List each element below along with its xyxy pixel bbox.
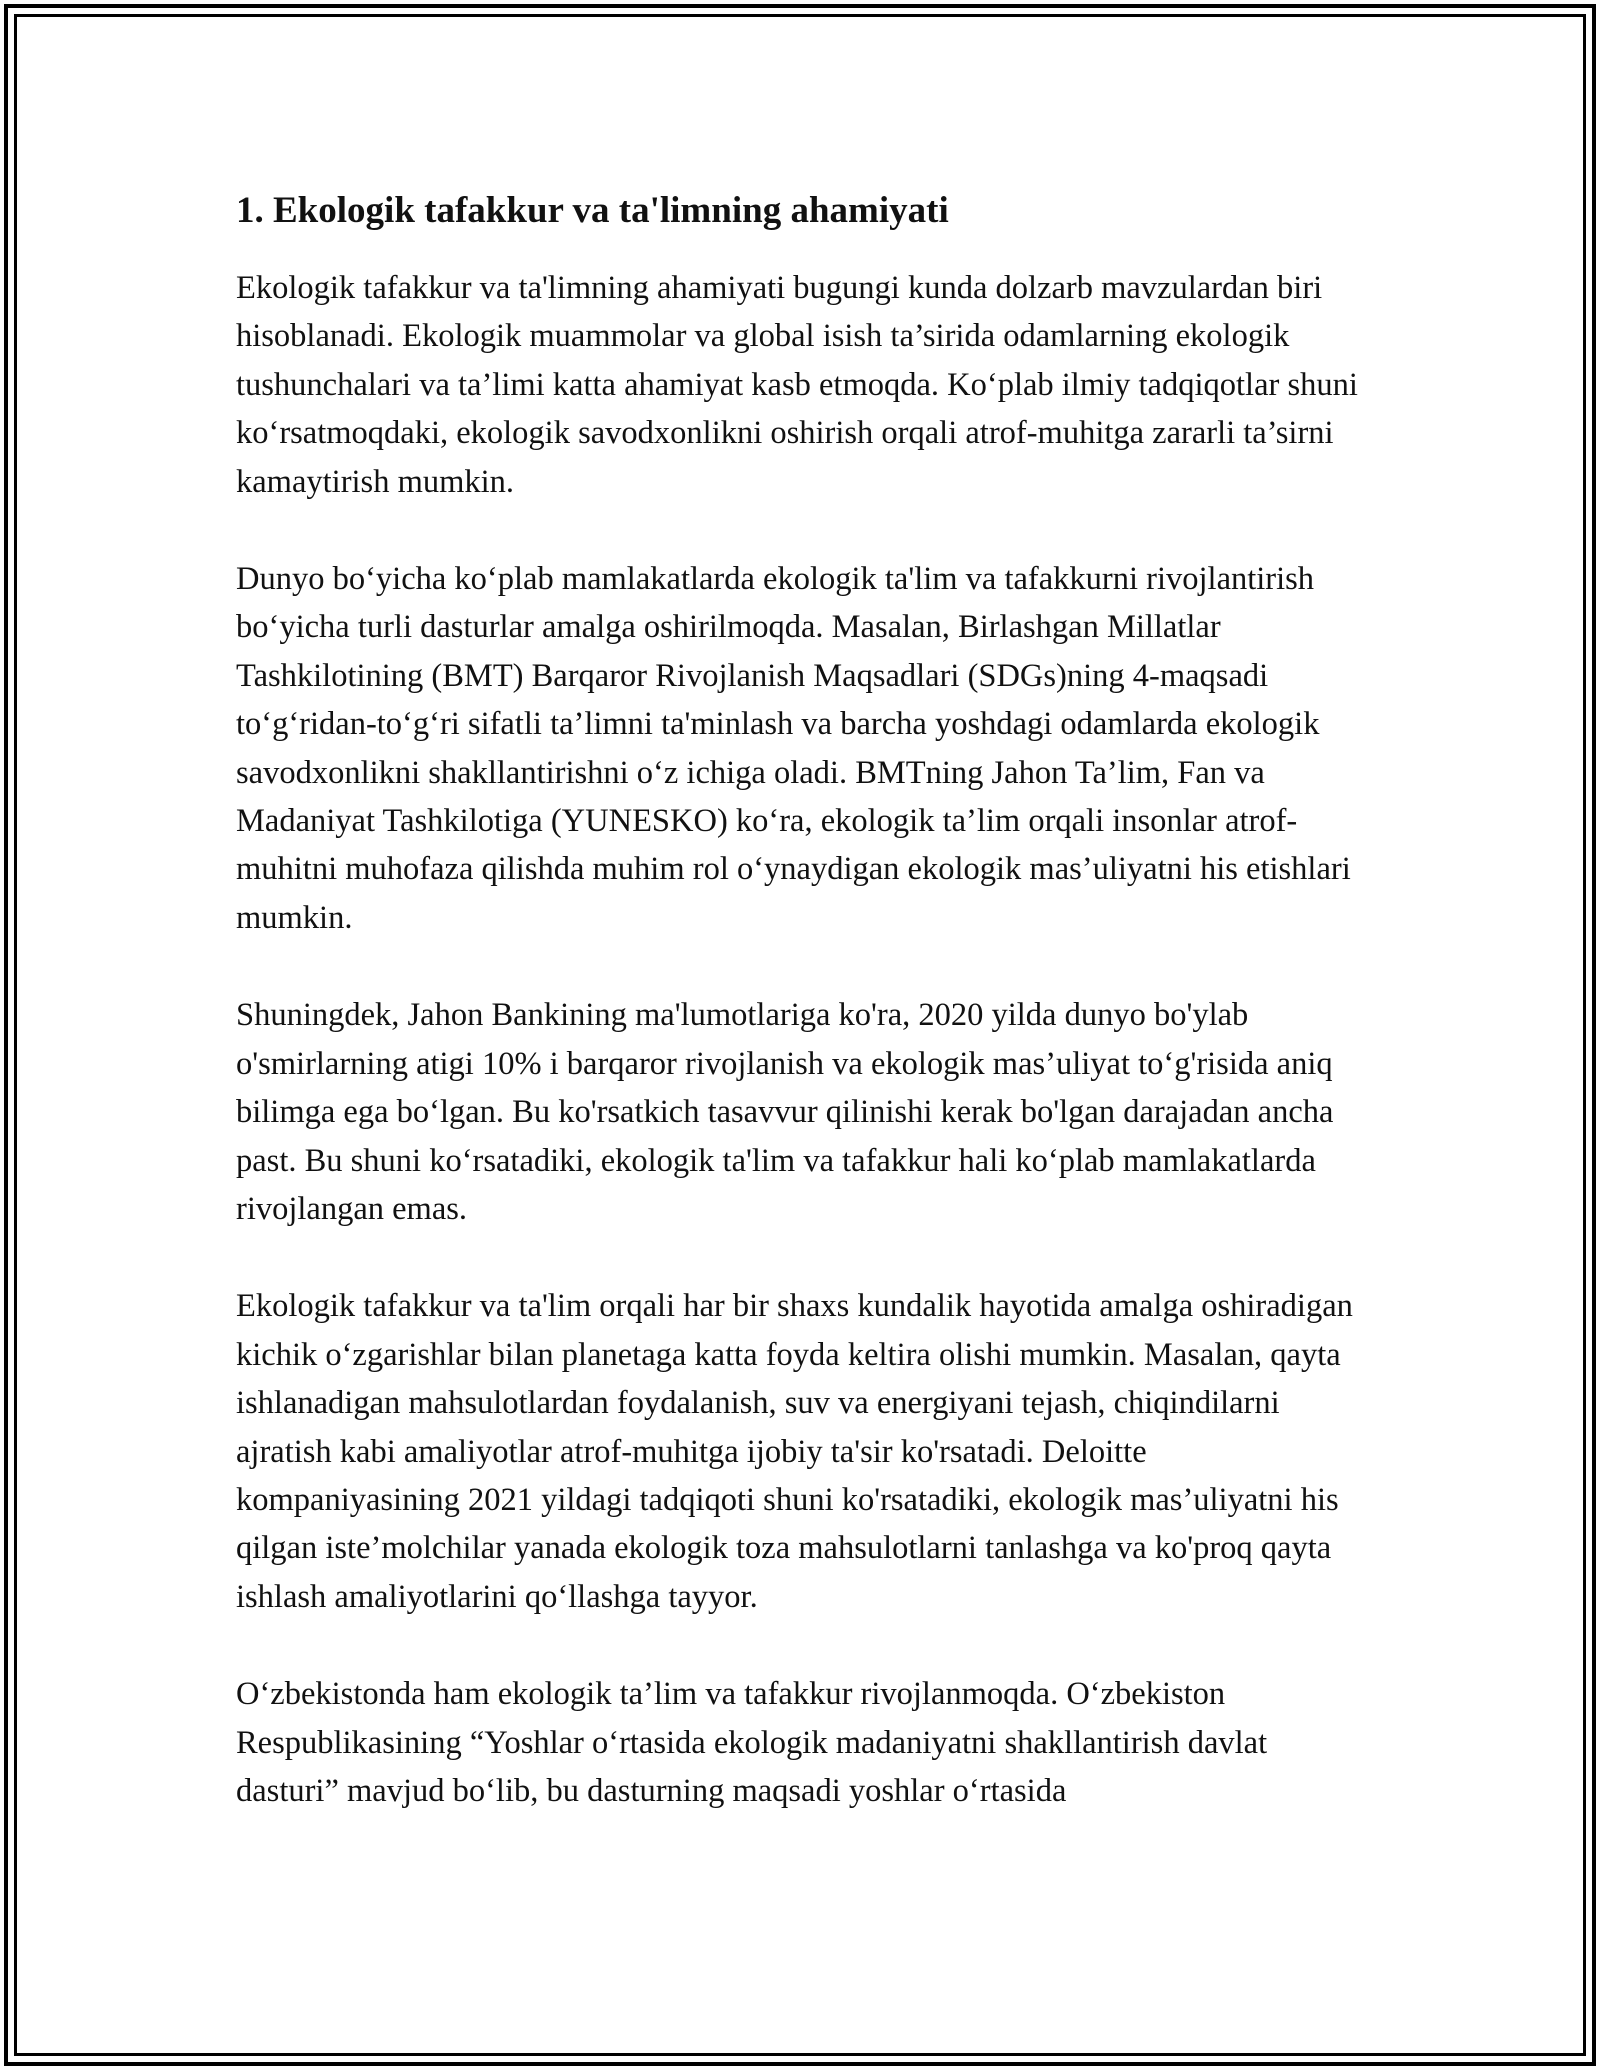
paragraph-5: O‘zbekistonda ham ekologik ta’lim va tafakkur rivojlanmoqda. O‘zbekiston Respublikasining “Yoshlar o‘rtasida ekologik madaniyatni shakllantirish davlat dasturi” mavjud bo‘lib, bu dasturning maqsadi yoshlar o‘rtasida: [236, 1676, 1268, 1809]
paragraph-4: Ekologik tafakkur va ta'lim orqali har bir shaxs kundalik hayotida amalga oshiradigan kichik o‘zgarishlar bilan planetaga katta foyda keltira olishi mumkin. Masalan, qayta ishlanadigan mahsulotlardan foydalanish, suv va energiyani tejash, chiqindilarni ajratish kabi amaliyotlar atrof-muhitga ijobiy ta'sir ko'rsatadi. Deloitte kompaniyasining 2021 yildagi tadqiqoti shuni ko'rsatadiki, ekologik mas’uliyatni his qilgan iste’molchilar yanada ekologik toza mahsulotlarni tanlashga va ko'proq qayta ishlash amaliyotlarini qo‘llashga tayyor.: [236, 1288, 1353, 1615]
paragraph-1: Ekologik tafakkur va ta'limning ahamiyati bugungi kunda dolzarb mavzulardan biri hisoblanadi. Ekologik muammolar va global isish ta’sirida odamlarning ekologik tushunchalari va ta’limi katta ahamiyat kasb etmoqda. Ko‘plab ilmiy tadqiqotlar shuni ko‘rsatmoqdaki, ekologik savodxonlikni oshirish orqali atrof-muhitga zararli ta’sirni kamaytirish mumkin.: [236, 270, 1358, 500]
paragraph-3: Shuningdek, Jahon Bankining ma'lumotlariga ko'ra, 2020 yilda dunyo bo'ylab o'smirlarning atigi 10% i barqaror rivojlanish va ekologik mas’uliyat to‘g'risida aniq bilimga ega bo‘lgan. Bu ko'rsatkich tasavvur qilinishi kerak bo'lgan darajadan ancha past. Bu shuni ko‘rsatadiki, ekologik ta'lim va tafakkur hali ko‘plab mamlakatlarda rivojlangan emas.: [236, 997, 1334, 1227]
document-body: [236, 186, 1376, 1864]
section-title: 1. Ekologik tafakkur va ta'limning ahamiyati: [236, 190, 949, 231]
paragraph-2: Dunyo bo‘yicha ko‘plab mamlakatlarda ekologik ta'lim va tafakkurni rivojlantirish bo‘yicha turli dasturlar amalga oshirilmoqda. Masalan, Birlashgan Millatlar Tashkilotining (BMT) Barqaror Rivojlanish Maqsadlari (SDGs)ning 4-maqsadi to‘g‘ridan-to‘g‘ri sifatli ta’limni ta'minlash va barcha yoshdagi odamlarda ekologik savodxonlikni shakllantirishni o‘z ichiga oladi. BMTning Jahon Ta’lim, Fan va Madaniyat Tashkilotiga (YUNESKO) ko‘ra, ekologik ta’lim orqali insonlar atrof-muhitni muhofaza qilishda muhim rol o‘ynaydigan ekologik mas’uliyatni his etishlari mumkin.: [236, 561, 1351, 936]
